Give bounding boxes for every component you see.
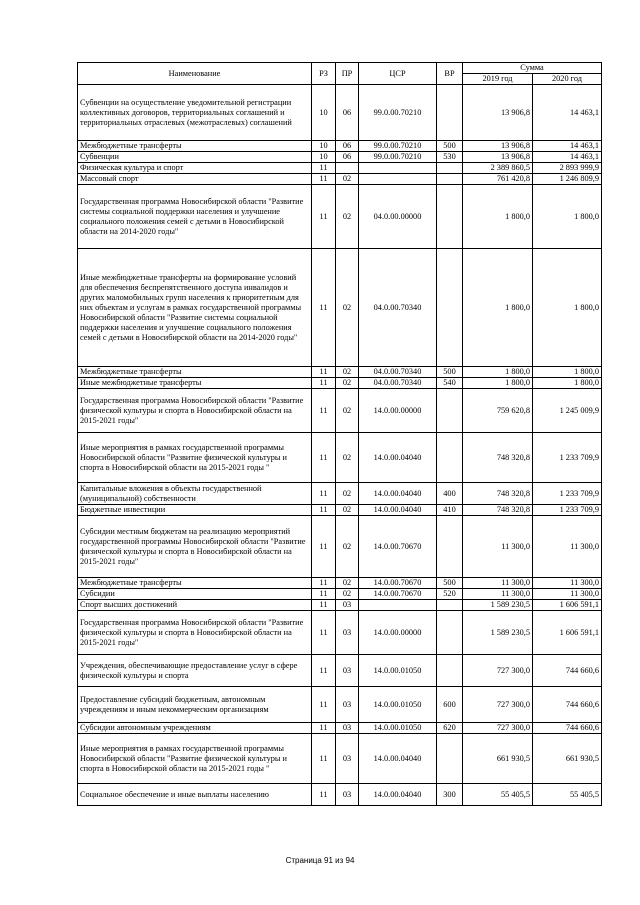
cell-pr: 02 (336, 378, 359, 389)
cell-sum-2020: 1 606 591,1 (533, 600, 602, 611)
cell-name: Государственная программа Новосибирской области "Развитие системы социальной поддержки населения и улучшение социального положения семей с детьми в Новосибирской области на 2014-2020 годы" (78, 185, 312, 249)
cell-sum-2020: 2 893 999,9 (533, 163, 602, 174)
table-row (78, 85, 602, 141)
table-row (78, 600, 602, 611)
cell-sum-2019: 748 320,8 (463, 433, 533, 483)
cell-sum-2019: 11 300,0 (463, 516, 533, 578)
cell-vr (437, 174, 463, 185)
cell-csr: 04.0.00.70340 (359, 367, 437, 378)
cell-sum-2019: 727 300,0 (463, 655, 533, 687)
cell-csr: 14.0.00.70670 (359, 516, 437, 578)
cell-vr: 620 (437, 723, 463, 734)
cell-sum-2019: 2 389 860,5 (463, 163, 533, 174)
cell-sum-2020: 55 405,5 (533, 784, 602, 806)
cell-csr: 14.0.00.04040 (359, 734, 437, 784)
table-row (78, 249, 602, 367)
cell-sum-2020: 661 930,5 (533, 734, 602, 784)
cell-sum-2019: 1 589 230,5 (463, 611, 533, 655)
header-pr: ПР (336, 63, 359, 85)
table-row (78, 505, 602, 516)
table-row (78, 163, 602, 174)
cell-sum-2020: 14 463,1 (533, 85, 602, 141)
cell-pr: 02 (336, 174, 359, 185)
cell-sum-2020: 1 800,0 (533, 367, 602, 378)
cell-csr: 99.0.00.70210 (359, 152, 437, 163)
table-row (78, 655, 602, 687)
header-2020: 2020 год (533, 74, 602, 85)
cell-rz: 11 (312, 483, 336, 505)
cell-sum-2019: 1 589 230,5 (463, 600, 533, 611)
cell-pr: 03 (336, 611, 359, 655)
cell-vr: 500 (437, 578, 463, 589)
cell-name: Физическая культура и спорт (78, 163, 312, 174)
cell-rz: 11 (312, 734, 336, 784)
cell-rz: 11 (312, 516, 336, 578)
cell-name: Государственная программа Новосибирской области "Развитие физической культуры и спорта в Новосибирской области на 2015-2021 годы" (78, 389, 312, 433)
cell-pr: 02 (336, 249, 359, 367)
cell-sum-2020: 14 463,1 (533, 152, 602, 163)
cell-sum-2019: 727 300,0 (463, 687, 533, 723)
cell-name: Субсидии автономным учреждениям (78, 723, 312, 734)
cell-name: Иные межбюджетные трансферты (78, 378, 312, 389)
cell-sum-2020: 1 800,0 (533, 185, 602, 249)
cell-csr (359, 174, 437, 185)
cell-sum-2020: 1 606 591,1 (533, 611, 602, 655)
cell-pr: 06 (336, 85, 359, 141)
cell-vr (437, 516, 463, 578)
cell-vr (437, 734, 463, 784)
table-row (78, 152, 602, 163)
cell-name: Иные межбюджетные трансферты на формирование условий для обеспечения беспрепятственного доступа инвалидов и других маломобильных групп населения к приоритетным для них объектам и услугам в рамках государственной программы Новосибирской области "Развитие системы социальной поддержки населения и улучшение социального положения семей с детьми в Новосибирской области на 2014-2020 годы" (78, 249, 312, 367)
cell-rz: 11 (312, 367, 336, 378)
cell-vr (437, 433, 463, 483)
cell-csr: 14.0.00.01050 (359, 687, 437, 723)
table-row (78, 185, 602, 249)
cell-sum-2020: 1 233 709,9 (533, 433, 602, 483)
header-name: Наименование (78, 63, 312, 85)
cell-csr (359, 600, 437, 611)
cell-name: Межбюджетные трансферты (78, 578, 312, 589)
cell-rz: 11 (312, 589, 336, 600)
cell-pr: 02 (336, 578, 359, 589)
cell-vr: 520 (437, 589, 463, 600)
cell-name: Массовый спорт (78, 174, 312, 185)
cell-csr: 14.0.00.00000 (359, 611, 437, 655)
header-csr: ЦСР (359, 63, 437, 85)
cell-sum-2020: 11 300,0 (533, 516, 602, 578)
cell-pr: 02 (336, 389, 359, 433)
table-row (78, 589, 602, 600)
cell-vr (437, 600, 463, 611)
cell-vr: 540 (437, 378, 463, 389)
cell-pr: 02 (336, 589, 359, 600)
cell-vr: 500 (437, 141, 463, 152)
table-row (78, 578, 602, 589)
budget-table (77, 62, 602, 806)
cell-vr: 600 (437, 687, 463, 723)
cell-csr: 14.0.00.04040 (359, 505, 437, 516)
cell-sum-2019: 759 620,8 (463, 389, 533, 433)
cell-name: Субвенции (78, 152, 312, 163)
cell-sum-2020: 1 800,0 (533, 249, 602, 367)
cell-sum-2020: 14 463,1 (533, 141, 602, 152)
cell-csr: 04.0.00.70340 (359, 249, 437, 367)
cell-sum-2019: 1 800,0 (463, 185, 533, 249)
cell-vr (437, 185, 463, 249)
cell-sum-2019: 761 420,8 (463, 174, 533, 185)
cell-csr: 99.0.00.70210 (359, 141, 437, 152)
table-row (78, 433, 602, 483)
cell-vr (437, 611, 463, 655)
cell-csr: 14.0.00.00000 (359, 389, 437, 433)
header-vr: ВР (437, 63, 463, 85)
header-2019: 2019 год (463, 74, 533, 85)
cell-vr: 400 (437, 483, 463, 505)
cell-rz: 11 (312, 389, 336, 433)
cell-sum-2019: 13 906,8 (463, 141, 533, 152)
cell-name: Социальное обеспечение и иные выплаты населению (78, 784, 312, 806)
cell-name: Государственная программа Новосибирской области "Развитие физической культуры и спорта в Новосибирской области на 2015-2021 годы" (78, 611, 312, 655)
cell-csr: 14.0.00.70670 (359, 589, 437, 600)
cell-pr: 03 (336, 723, 359, 734)
cell-vr: 500 (437, 367, 463, 378)
cell-sum-2020: 1 246 809,9 (533, 174, 602, 185)
header-sum: Сумма (463, 63, 602, 74)
cell-vr (437, 389, 463, 433)
cell-sum-2019: 1 800,0 (463, 367, 533, 378)
cell-sum-2019: 727 300,0 (463, 723, 533, 734)
cell-sum-2019: 748 320,8 (463, 505, 533, 516)
cell-rz: 11 (312, 600, 336, 611)
cell-name: Капитальные вложения в объекты государственной (муниципальной) собственности (78, 483, 312, 505)
cell-name: Субвенции на осуществление уведомительной регистрации коллективных договоров, территориальных соглашений и территориальных отраслевых (межотраслевых) соглашений (78, 85, 312, 141)
cell-rz: 11 (312, 687, 336, 723)
cell-name: Учреждения, обеспечивающие предоставление услуг в сфере физической культуры и спорта (78, 655, 312, 687)
table-row (78, 611, 602, 655)
cell-sum-2020: 744 660,6 (533, 687, 602, 723)
cell-rz: 11 (312, 185, 336, 249)
cell-name: Межбюджетные трансферты (78, 367, 312, 378)
table-row (78, 378, 602, 389)
cell-sum-2019: 55 405,5 (463, 784, 533, 806)
cell-vr: 530 (437, 152, 463, 163)
cell-csr: 14.0.00.70670 (359, 578, 437, 589)
cell-sum-2019: 661 930,5 (463, 734, 533, 784)
cell-pr: 02 (336, 185, 359, 249)
cell-rz: 11 (312, 433, 336, 483)
table-row (78, 734, 602, 784)
table-row (78, 141, 602, 152)
cell-pr: 06 (336, 141, 359, 152)
cell-sum-2020: 1 233 709,9 (533, 505, 602, 516)
cell-csr: 14.0.00.01050 (359, 723, 437, 734)
cell-csr: 04.0.00.70340 (359, 378, 437, 389)
cell-rz: 11 (312, 578, 336, 589)
header-rz: РЗ (312, 63, 336, 85)
cell-sum-2019: 11 300,0 (463, 589, 533, 600)
cell-rz: 11 (312, 784, 336, 806)
cell-name: Иные мероприятия в рамках государственной программы Новосибирской области "Развитие физической культуры и спорта в Новосибирской области на 2015-2021 годы " (78, 433, 312, 483)
cell-rz: 11 (312, 174, 336, 185)
cell-name: Иные мероприятия в рамках государственной программы Новосибирской области "Развитие физической культуры и спорта в Новосибирской области на 2015-2021 годы " (78, 734, 312, 784)
table-row (78, 174, 602, 185)
page-footer: Страница 91 из 94 (285, 856, 355, 865)
cell-sum-2020: 1 800,0 (533, 378, 602, 389)
cell-csr: 14.0.00.01050 (359, 655, 437, 687)
cell-sum-2019: 1 800,0 (463, 378, 533, 389)
cell-vr (437, 163, 463, 174)
cell-sum-2020: 744 660,6 (533, 723, 602, 734)
cell-pr: 03 (336, 655, 359, 687)
cell-sum-2019: 13 906,8 (463, 85, 533, 141)
cell-pr: 03 (336, 784, 359, 806)
cell-rz: 11 (312, 611, 336, 655)
cell-pr: 02 (336, 433, 359, 483)
cell-name: Межбюджетные трансферты (78, 141, 312, 152)
cell-sum-2019: 13 906,8 (463, 152, 533, 163)
table-row (78, 784, 602, 806)
cell-rz: 11 (312, 163, 336, 174)
cell-csr (359, 163, 437, 174)
cell-pr: 06 (336, 152, 359, 163)
table-row (78, 687, 602, 723)
cell-sum-2020: 1 245 009,9 (533, 389, 602, 433)
cell-sum-2020: 11 300,0 (533, 578, 602, 589)
cell-rz: 11 (312, 378, 336, 389)
cell-csr: 14.0.00.04040 (359, 784, 437, 806)
cell-sum-2019: 748 320,8 (463, 483, 533, 505)
cell-sum-2020: 11 300,0 (533, 589, 602, 600)
table-row (78, 367, 602, 378)
cell-rz: 10 (312, 85, 336, 141)
cell-vr (437, 249, 463, 367)
cell-rz: 10 (312, 141, 336, 152)
cell-sum-2020: 1 233 709,9 (533, 483, 602, 505)
table-row (78, 723, 602, 734)
cell-name: Субсидии местным бюджетам на реализацию мероприятий государственной программы Новосибирской области "Развитие физической культуры и спорта в Новосибирской области на 2015-2021 годы" (78, 516, 312, 578)
cell-name: Субсидии (78, 589, 312, 600)
cell-pr: 03 (336, 600, 359, 611)
cell-rz: 11 (312, 723, 336, 734)
cell-vr (437, 655, 463, 687)
cell-name: Бюджетные инвестиции (78, 505, 312, 516)
cell-vr: 410 (437, 505, 463, 516)
cell-pr: 02 (336, 516, 359, 578)
table-row (78, 389, 602, 433)
cell-csr: 04.0.00.00000 (359, 185, 437, 249)
cell-pr: 02 (336, 367, 359, 378)
cell-pr: 02 (336, 483, 359, 505)
cell-vr (437, 85, 463, 141)
cell-rz: 11 (312, 249, 336, 367)
cell-name: Предоставление субсидий бюджетным, автономным учреждениям и иным некоммерческим организациям (78, 687, 312, 723)
cell-sum-2019: 1 800,0 (463, 249, 533, 367)
cell-pr: 02 (336, 505, 359, 516)
table-row (78, 483, 602, 505)
cell-sum-2019: 11 300,0 (463, 578, 533, 589)
cell-pr: 03 (336, 687, 359, 723)
table-body (78, 85, 602, 806)
table-row (78, 516, 602, 578)
cell-csr: 14.0.00.04040 (359, 483, 437, 505)
cell-csr: 99.0.00.70210 (359, 85, 437, 141)
cell-rz: 11 (312, 505, 336, 516)
cell-sum-2020: 744 660,6 (533, 655, 602, 687)
cell-csr: 14.0.00.04040 (359, 433, 437, 483)
cell-pr: 03 (336, 734, 359, 784)
cell-name: Спорт высших достижений (78, 600, 312, 611)
cell-pr (336, 163, 359, 174)
cell-rz: 11 (312, 655, 336, 687)
cell-rz: 10 (312, 152, 336, 163)
cell-vr: 300 (437, 784, 463, 806)
